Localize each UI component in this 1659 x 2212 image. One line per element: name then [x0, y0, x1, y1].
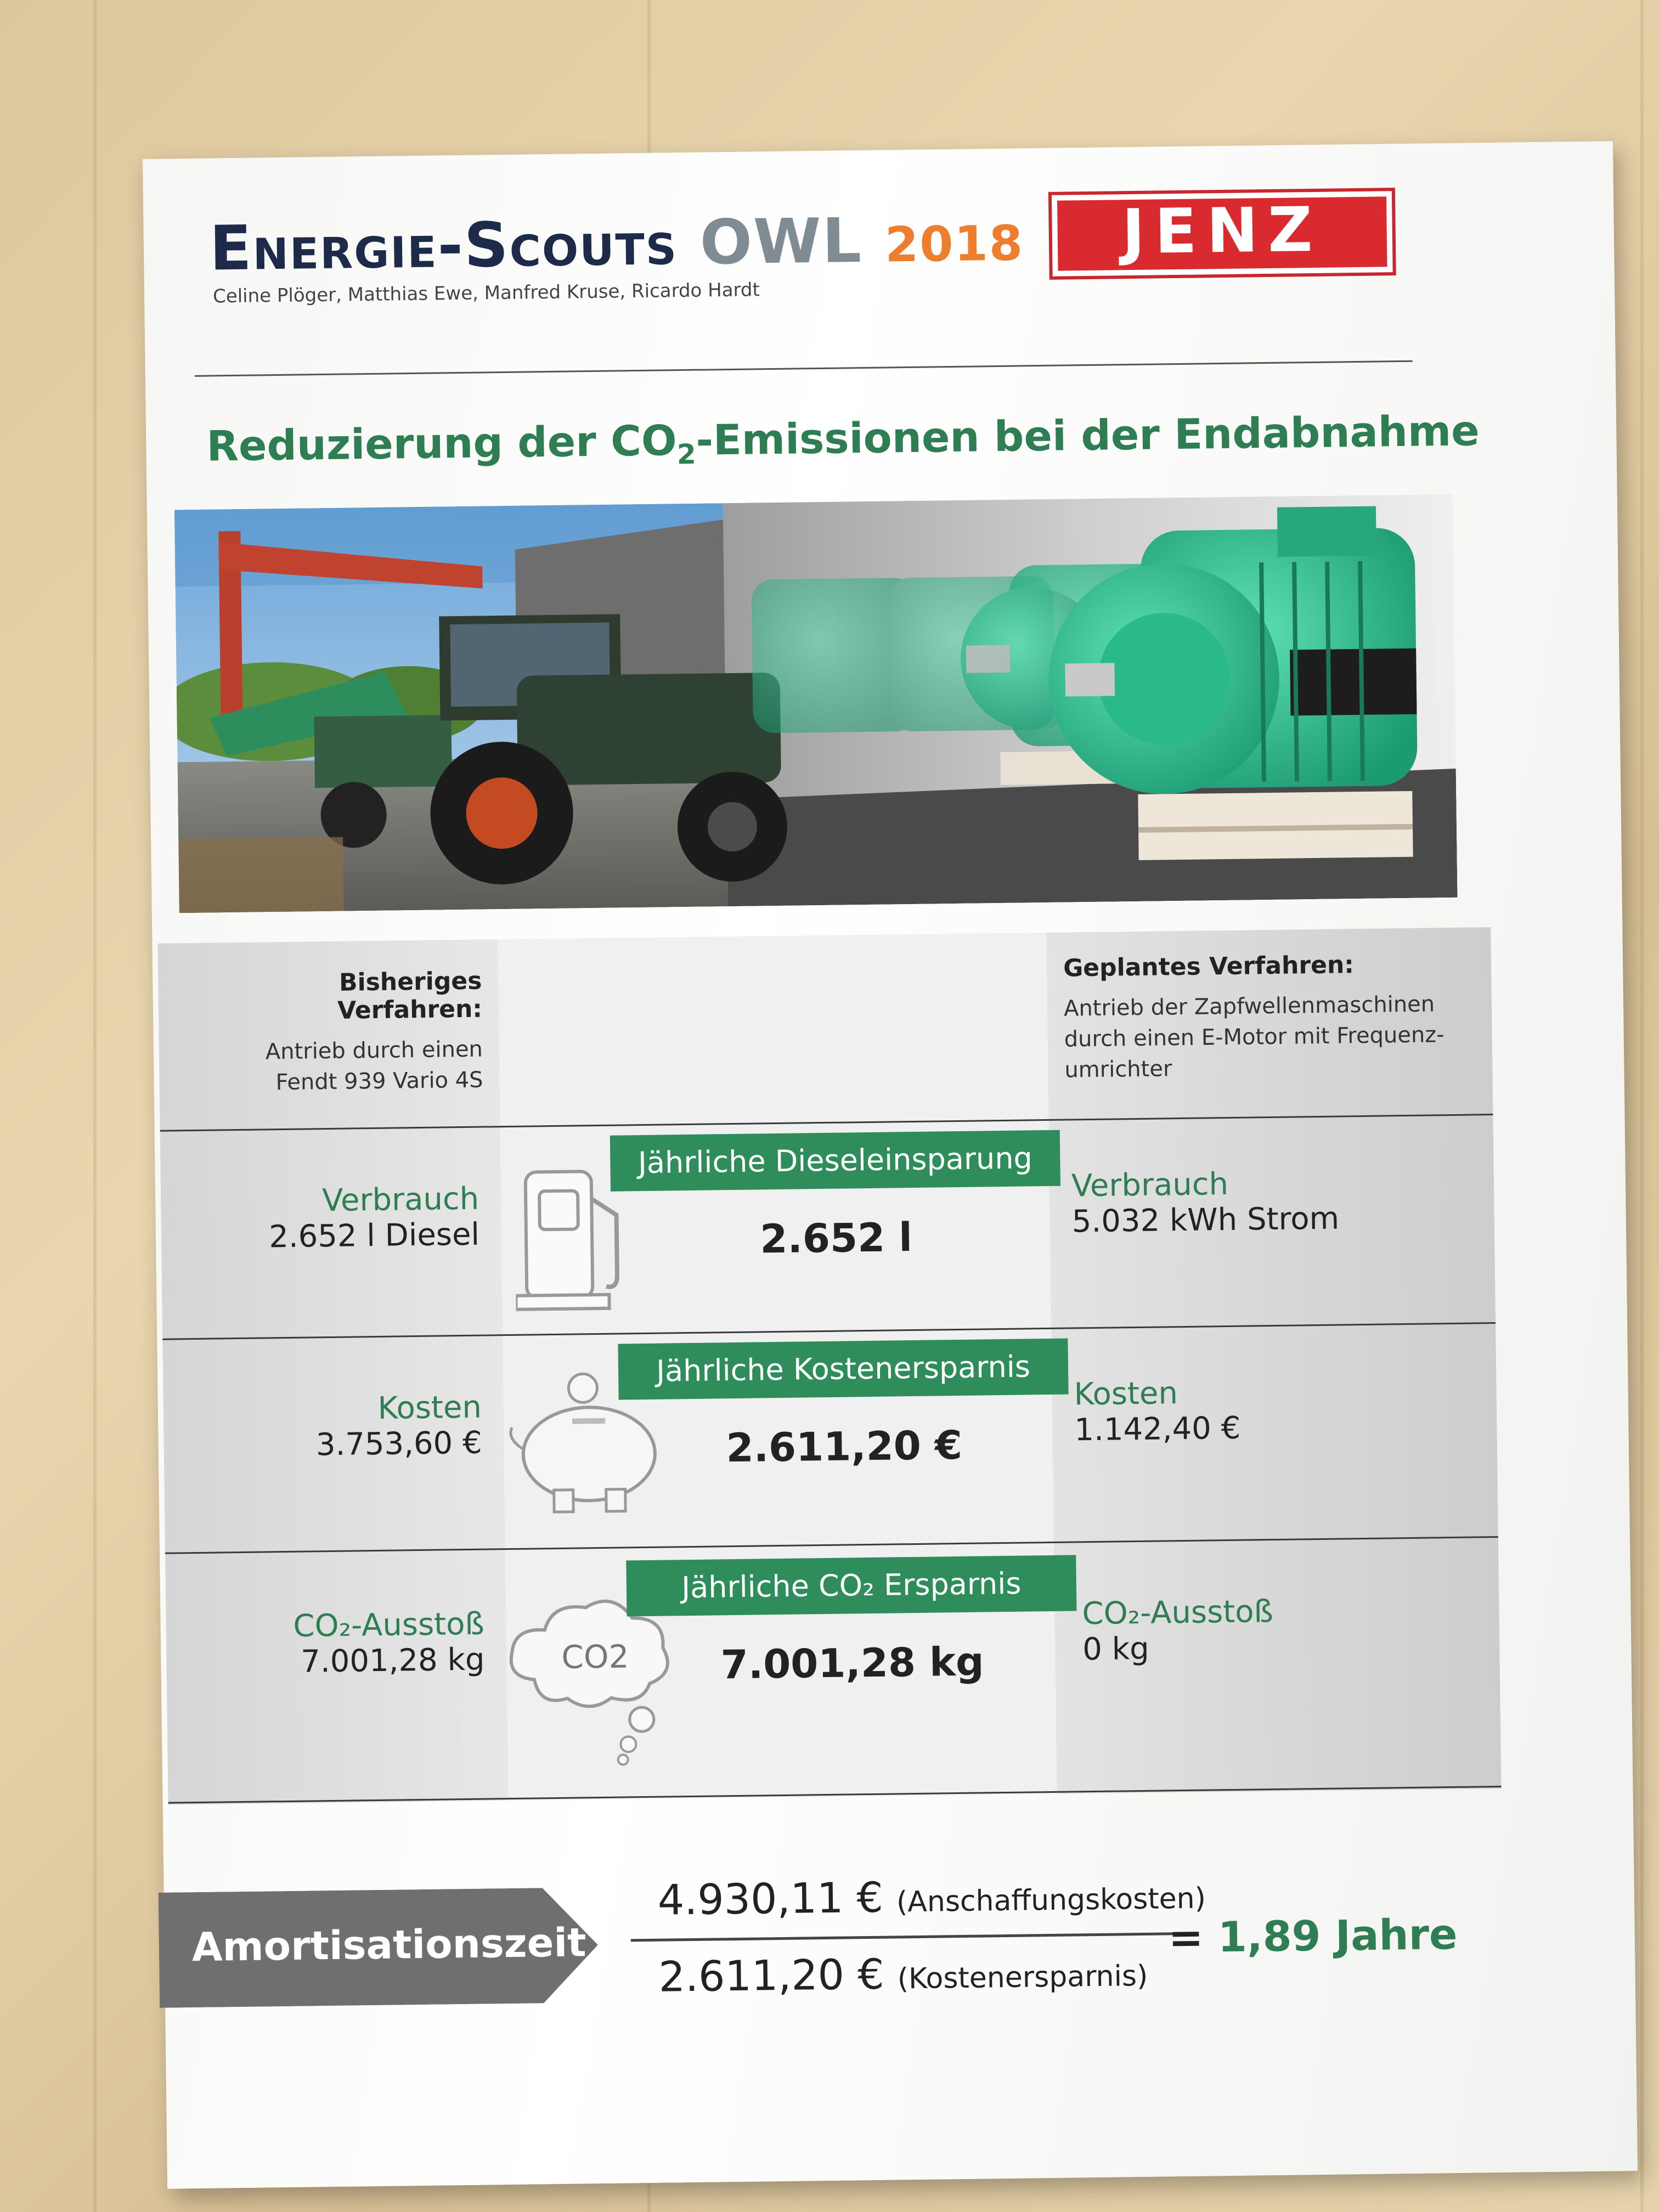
- headline-post: -Emissionen bei der Endabnahme: [695, 406, 1480, 465]
- left-label: Verbrauch: [321, 1181, 479, 1219]
- right-header-line3: umrichter: [1064, 1056, 1172, 1083]
- right-header-title: Geplantes Verfahren:: [1063, 951, 1355, 983]
- co2-cloud-text: CO2: [561, 1638, 629, 1676]
- fraction-bar: [631, 1932, 1180, 1942]
- fraction-denominator: [658, 1946, 1148, 2001]
- denominator-value: 2.611,20 €: [658, 1949, 885, 2001]
- jenz-logo: [1048, 188, 1396, 280]
- brand-part2: OWL: [699, 205, 863, 279]
- authors: Celine Plöger, Matthias Ewe, Manfred Kruse, Ricardo Hardt: [212, 279, 760, 308]
- brand-year: 2018: [884, 215, 1024, 273]
- row-co2-left: [237, 1606, 485, 1680]
- row-costs-right: [1074, 1372, 1470, 1448]
- left-label: CO₂-Ausstoß: [293, 1606, 485, 1644]
- divider: [195, 360, 1413, 377]
- comparison-grid: [157, 927, 1501, 1805]
- poster: [143, 141, 1638, 2188]
- right-value: 5.032 kWh Strom: [1071, 1200, 1340, 1240]
- left-value: 7.001,28 kg: [300, 1641, 485, 1680]
- fraction-numerator: [657, 1869, 1206, 1925]
- left-value: 3.753,60 €: [315, 1425, 483, 1463]
- row-consumption-right: [1071, 1164, 1468, 1240]
- left-value: 2.652 l Diesel: [268, 1216, 480, 1255]
- left-header-line1: Antrieb durch einen: [265, 1036, 483, 1065]
- left-header-title: Bisheriges Verfahren:: [337, 967, 483, 1025]
- savings-diesel-bar: Jährliche Dieseleinsparung: [610, 1130, 1060, 1192]
- row-co2-right: [1082, 1591, 1478, 1667]
- right-value: 0 kg: [1082, 1630, 1150, 1668]
- savings-cost-value: 2.611,20 €: [726, 1421, 963, 1471]
- right-value: 1.142,40 €: [1074, 1410, 1241, 1448]
- headline-sub: 2: [676, 438, 697, 471]
- savings-co2-bar: Jährliche CO₂ Ersparnis: [626, 1555, 1076, 1616]
- right-label: Kosten: [1074, 1375, 1178, 1413]
- savings-cost-bar: Jährliche Kostenersparnis: [618, 1339, 1068, 1400]
- numerator-note: (Anschaffungskosten): [896, 1882, 1206, 1919]
- savings-diesel-value: 2.652 l: [759, 1214, 913, 1262]
- brand-title: [209, 203, 1024, 284]
- headline-pre: Reduzierung der CO: [206, 416, 678, 471]
- logo-text: JENZ: [1057, 196, 1387, 270]
- amortisation-result: [1168, 1910, 1458, 1962]
- result-prefix: =: [1168, 1912, 1204, 1962]
- left-header: [218, 967, 483, 1099]
- right-label: CO₂-Ausstoß: [1082, 1594, 1274, 1632]
- right-label: Verbrauch: [1071, 1166, 1229, 1204]
- savings-co2-value: 7.001,28 kg: [720, 1638, 984, 1688]
- amortisation-label: Amortisationszeit: [191, 1919, 587, 1971]
- brand-part1: Energie-Scouts: [209, 207, 678, 285]
- right-header-line1: Antrieb der Zapfwellenmaschinen: [1063, 991, 1435, 1022]
- denominator-note: (Kostenersparnis): [897, 1959, 1148, 1996]
- row-costs-left: [234, 1390, 482, 1464]
- right-header: [1063, 949, 1482, 1085]
- headline: [206, 406, 1480, 476]
- header-photo: [174, 494, 1458, 913]
- left-label: Kosten: [377, 1389, 482, 1426]
- right-header-line2: durch einen E-Motor mit Frequenz-: [1064, 1022, 1444, 1052]
- row-consumption-left: [232, 1181, 480, 1255]
- numerator-value: 4.930,11 €: [657, 1872, 884, 1925]
- result-value: 1,89 Jahre: [1217, 1909, 1458, 1962]
- left-header-line2: Fendt 939 Vario 4S: [275, 1067, 483, 1096]
